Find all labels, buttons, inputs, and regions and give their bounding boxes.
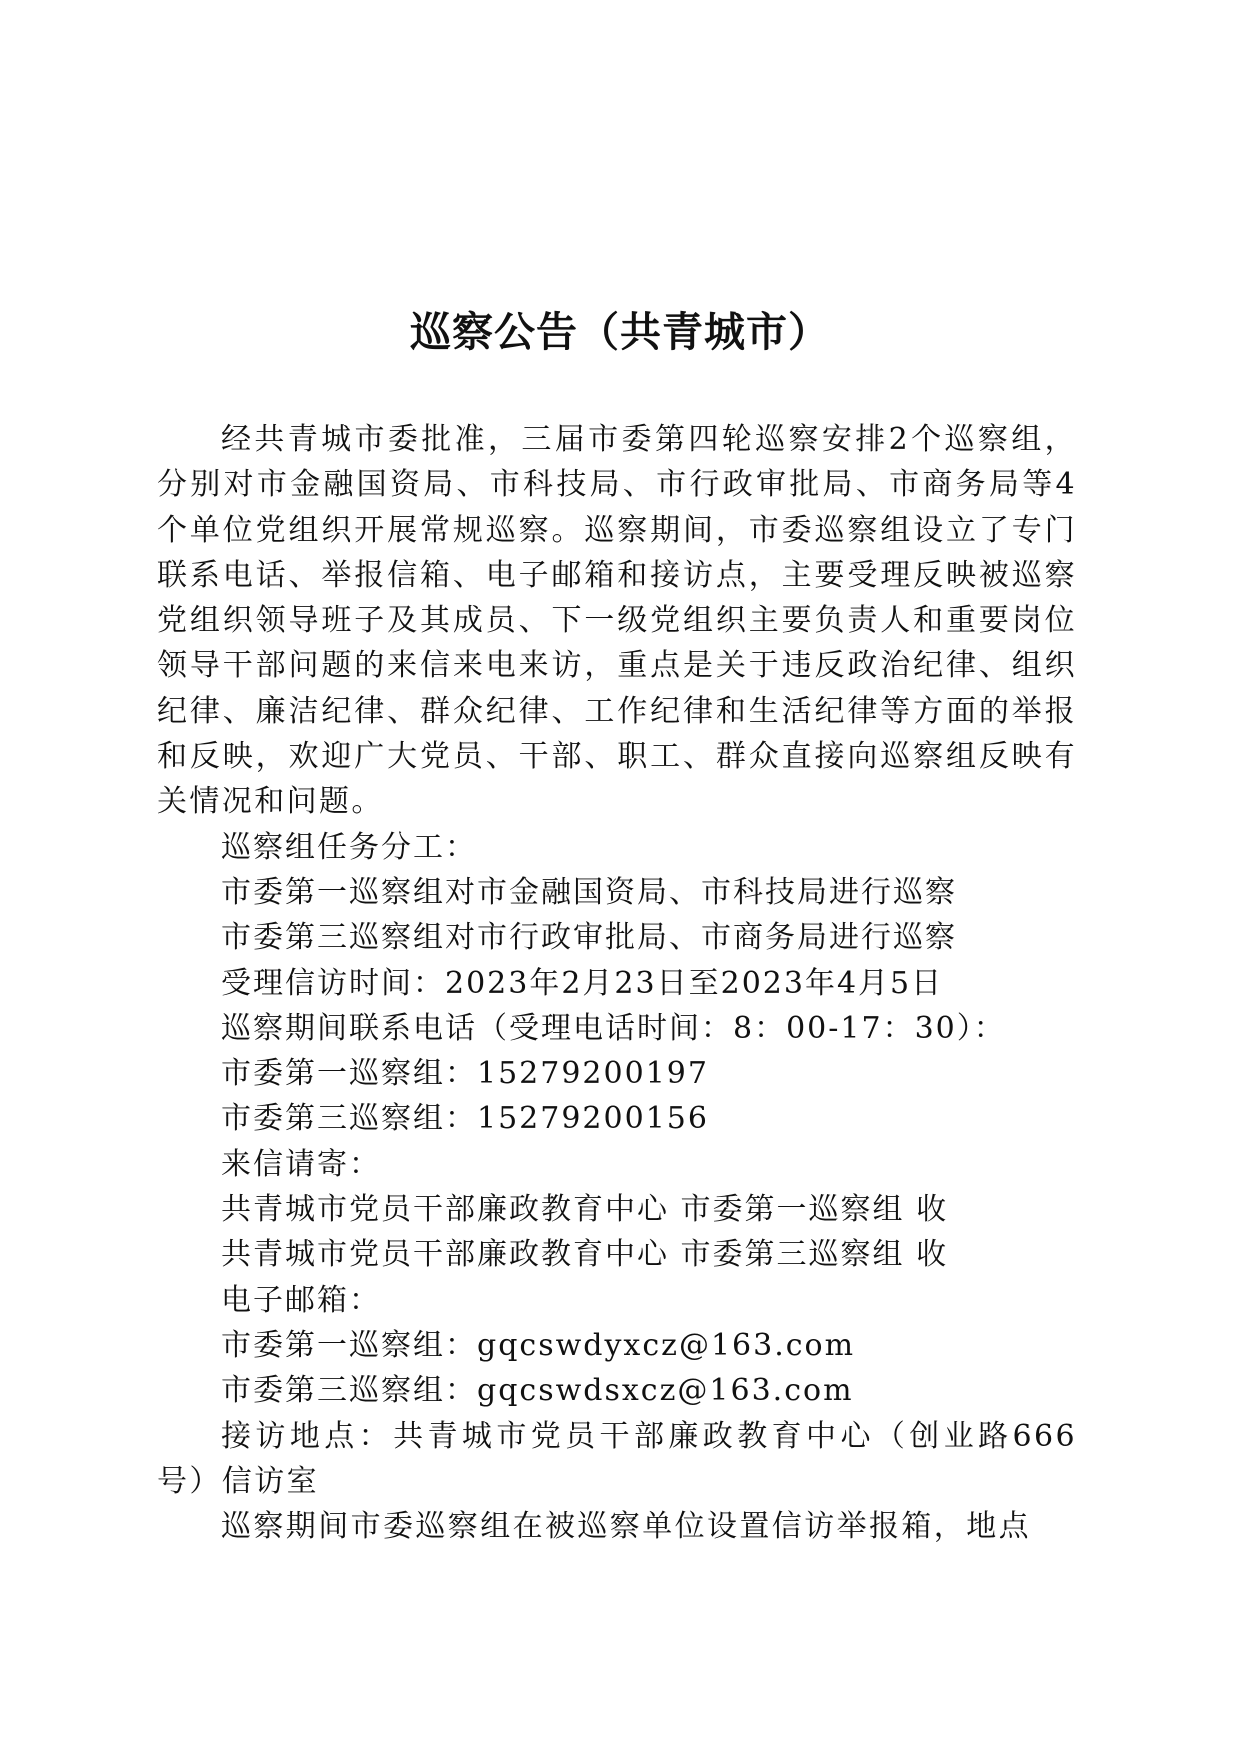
email-heading: 电子邮箱： xyxy=(221,1282,381,1318)
document-body xyxy=(157,417,1077,1549)
mail-third-group: 共青城市党员干部廉政教育中心 市委第三巡察组 收 xyxy=(221,1237,949,1273)
visit-location: 接访地点：共青城市党员干部廉政教育中心（创业路666号）信访室 xyxy=(157,1418,1077,1499)
petition-period: 受理信访时间：2023年2月23日至2023年4月5日 xyxy=(221,965,944,1001)
report-box-paragraph: 巡察期间市委巡察组在被巡察单位设置信访举报箱，地点 xyxy=(221,1509,1031,1545)
email-third-group: 市委第三巡察组：gqcswdsxcz@163.com xyxy=(221,1373,854,1409)
mail-first-group: 共青城市党员干部廉政教育中心 市委第一巡察组 收 xyxy=(221,1192,949,1228)
phone-third-group: 市委第三巡察组：15279200156 xyxy=(221,1101,709,1137)
intro-paragraph: 经共青城市委批准，三届市委第四轮巡察安排2个巡察组，分别对市金融国资局、市科技局、市行政审批局、市商务局等4个单位党组织开展常规巡察。巡察期间，市委巡察组设立了专门联系电话、举报信箱、电子邮箱和接访点，主要受理反映被巡察党组织领导班子及其成员、下一级党组织主要负责人和重要岗位领导干部问题的来信来电来访，重点是关于违反政治纪律、组织纪律、廉洁纪律、群众纪律、工作纪律和生活纪律等方面的举报和反映，欢迎广大党员、干部、职工、群众直接向巡察组反映有关情况和问题。 xyxy=(157,422,1077,820)
tasks-heading: 巡察组任务分工： xyxy=(221,829,477,865)
document-title: 巡察公告（共青城市） xyxy=(410,308,830,356)
email-first-group: 市委第一巡察组：gqcswdyxcz@163.com xyxy=(221,1327,856,1363)
task-third-group: 市委第三巡察组对市行政审批局、市商务局进行巡察 xyxy=(221,920,957,956)
mail-heading: 来信请寄： xyxy=(221,1146,381,1182)
task-first-group: 市委第一巡察组对市金融国资局、市科技局进行巡察 xyxy=(221,874,957,910)
phone-heading: 巡察期间联系电话（受理电话时间：8：00-17：30）： xyxy=(221,1010,1006,1046)
phone-first-group: 市委第一巡察组：15279200197 xyxy=(221,1056,709,1092)
